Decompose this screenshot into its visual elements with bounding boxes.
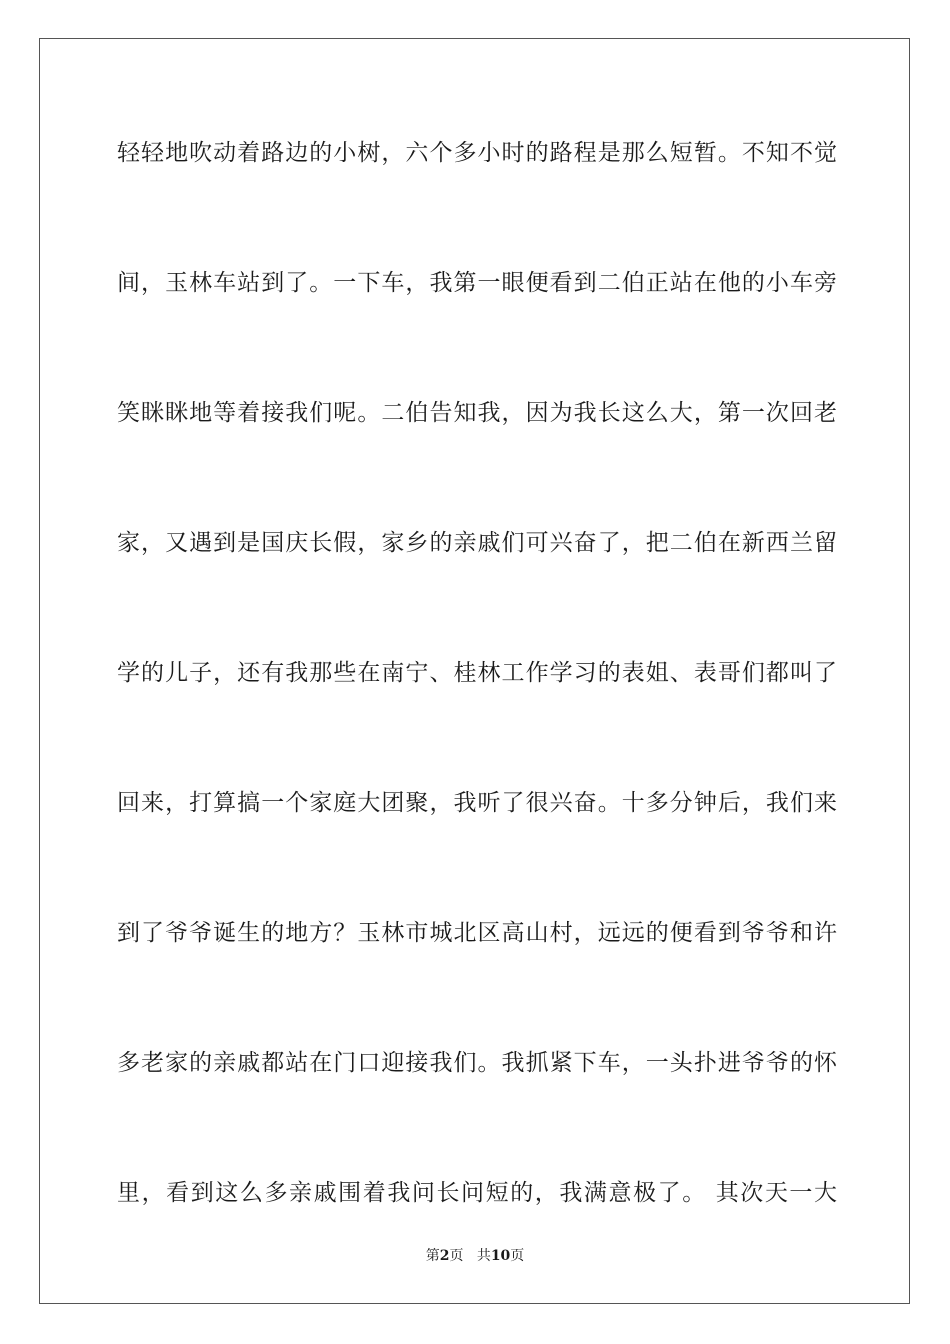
- text-line: 多老家的亲戚都站在门口迎接我们。我抓紧下车，一头扑进爷爷的怀: [117, 1050, 837, 1076]
- total-suffix: 页: [510, 1248, 525, 1264]
- total-page-number: 10: [490, 1248, 511, 1264]
- page-footer: [0, 1246, 950, 1266]
- text-line: 到了爷爷诞生的地方？玉林市城北区高山村，远远的便看到爷爷和许: [117, 920, 837, 946]
- page-prefix: 第: [425, 1248, 440, 1264]
- current-page-number: 2: [439, 1248, 450, 1264]
- text-line: 笑眯眯地等着接我们呢。二伯告知我，因为我长这么大，第一次回老: [117, 400, 837, 426]
- text-line: 间，玉林车站到了。一下车，我第一眼便看到二伯正站在他的小车旁: [117, 270, 837, 296]
- text-line: 家，又遇到是国庆长假，家乡的亲戚们可兴奋了，把二伯在新西兰留: [117, 530, 837, 556]
- page-suffix: 页: [449, 1248, 464, 1264]
- text-line: 学的儿子，还有我那些在南宁、桂林工作学习的表姐、表哥们都叫了: [117, 660, 837, 686]
- text-line: 回来，打算搞一个家庭大团聚，我听了很兴奋。十多分钟后，我们来: [117, 790, 837, 816]
- total-prefix: 共: [476, 1248, 491, 1264]
- text-line: 轻轻地吹动着路边的小树，六个多小时的路程是那么短暂。不知不觉: [117, 140, 837, 166]
- text-line: 里，看到这么多亲戚围着我问长问短的，我满意极了。 其次天一大: [117, 1180, 837, 1206]
